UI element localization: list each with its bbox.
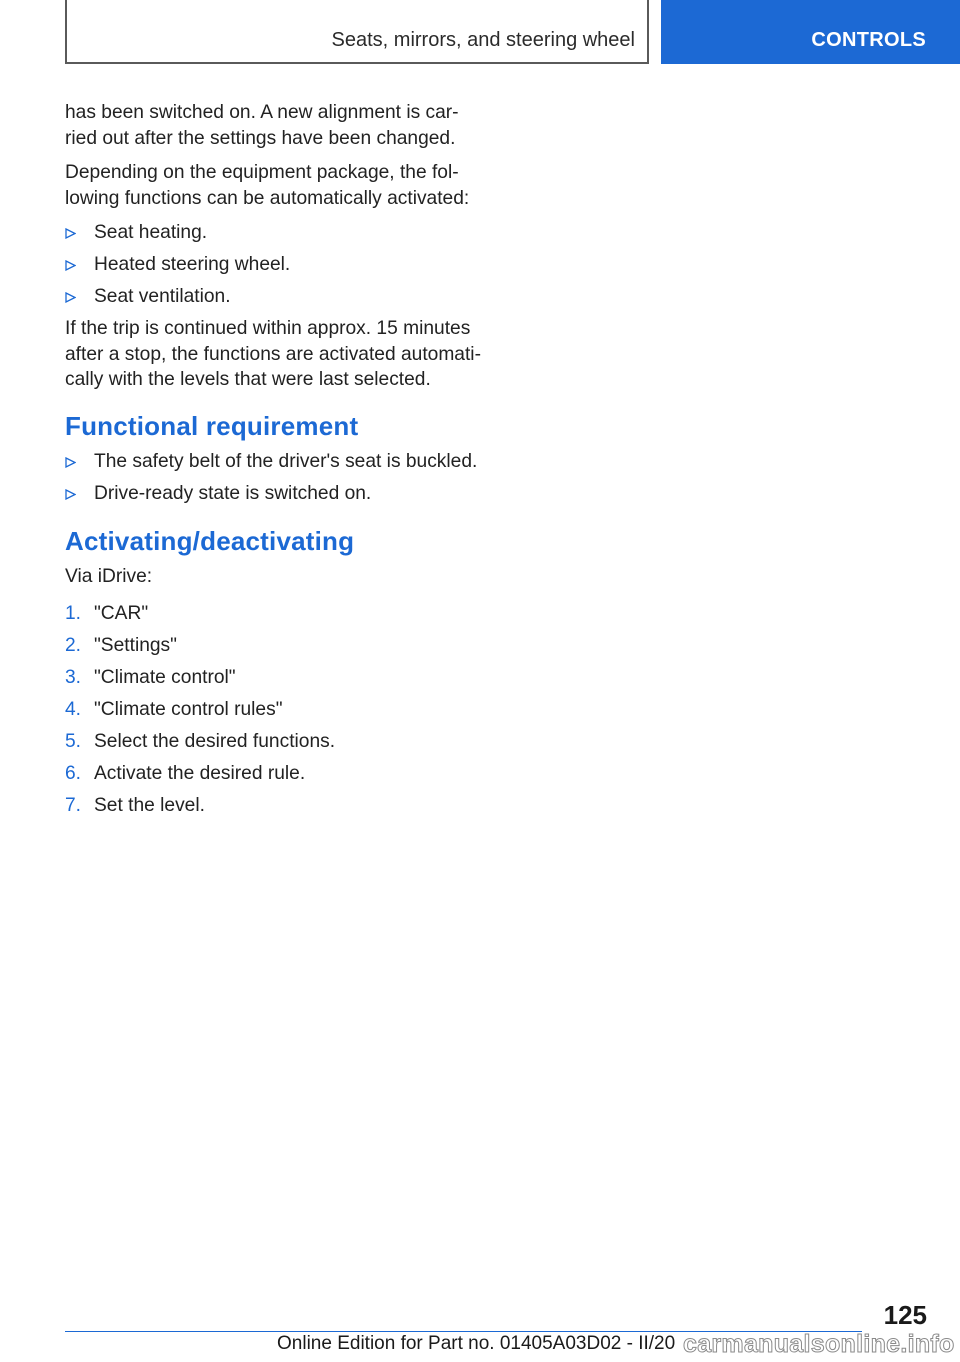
- step-item: [65, 601, 485, 627]
- step-item: [65, 729, 485, 755]
- list-item-text: Seat heating.: [94, 222, 208, 243]
- step-number: 2.: [65, 634, 82, 656]
- triangle-right-icon: [65, 449, 79, 475]
- heading-functional-requirement: Functional requirement: [65, 410, 359, 441]
- step-text: Set the level.: [94, 794, 205, 816]
- list-item-text: Heated steering wheel.: [94, 254, 291, 275]
- header-chapter-tab: [661, 0, 960, 64]
- step-item: [65, 793, 485, 819]
- triangle-right-icon: [65, 481, 79, 507]
- step-item: [65, 665, 485, 691]
- step-text: "Settings": [94, 634, 177, 656]
- step-text: "Climate control": [94, 666, 236, 688]
- step-number: 6.: [65, 762, 82, 784]
- header-section-box: [65, 0, 649, 64]
- step-item: [65, 633, 485, 659]
- list-item-text: The safety belt of the driver's seat is buckled.: [94, 450, 478, 472]
- step-text: "CAR": [94, 602, 149, 624]
- step-number: 3.: [65, 666, 82, 688]
- triangle-right-icon: [65, 252, 79, 278]
- paragraph-alignment: has been switched on. A new alignment is car-ried out after the settings have been changed.: [65, 102, 459, 149]
- step-item: [65, 761, 485, 787]
- paragraph-equipment: Depending on the equipment package, the fol-lowing functions can be automatically activated:: [65, 162, 470, 209]
- page-number: 125: [883, 1300, 927, 1330]
- step-text: Activate the desired rule.: [94, 762, 306, 784]
- step-number: 7.: [65, 794, 82, 816]
- step-text: "Climate control rules": [94, 698, 283, 720]
- list-item: [65, 220, 485, 246]
- list-item-text: Drive-ready state is switched on.: [94, 482, 372, 504]
- list-item: [65, 252, 485, 278]
- main-content: [65, 100, 485, 825]
- list-item: [65, 449, 485, 475]
- list-item: [65, 284, 485, 310]
- paragraph-trip-continued: If the trip is continued within approx. 15 minutes after a stop, the functions are activated automati-cally with the levels that were last selected.: [65, 318, 481, 390]
- step-item: [65, 697, 485, 723]
- footer-edition-text: Online Edition for Part no. 01405A03D02 - II/20: [277, 1333, 676, 1354]
- step-number: 5.: [65, 730, 82, 752]
- list-item: [65, 481, 485, 507]
- watermark: carmanualsonline.info: [683, 1330, 955, 1358]
- step-text: Select the desired functions.: [94, 730, 336, 752]
- header-chapter-label: CONTROLS: [811, 29, 926, 51]
- via-idrive-label: Via iDrive:: [65, 566, 153, 587]
- heading-activating-deactivating: Activating/deactivating: [65, 526, 355, 556]
- triangle-right-icon: [65, 220, 79, 246]
- header-section-title: Seats, mirrors, and steering wheel: [331, 29, 635, 51]
- step-number: 1.: [65, 602, 82, 624]
- triangle-right-icon: [65, 284, 79, 310]
- auto-functions-list: [65, 220, 485, 310]
- step-number: 4.: [65, 698, 82, 720]
- requirements-list: [65, 449, 485, 507]
- steps-list: [65, 601, 485, 819]
- list-item-text: Seat ventilation.: [94, 286, 231, 307]
